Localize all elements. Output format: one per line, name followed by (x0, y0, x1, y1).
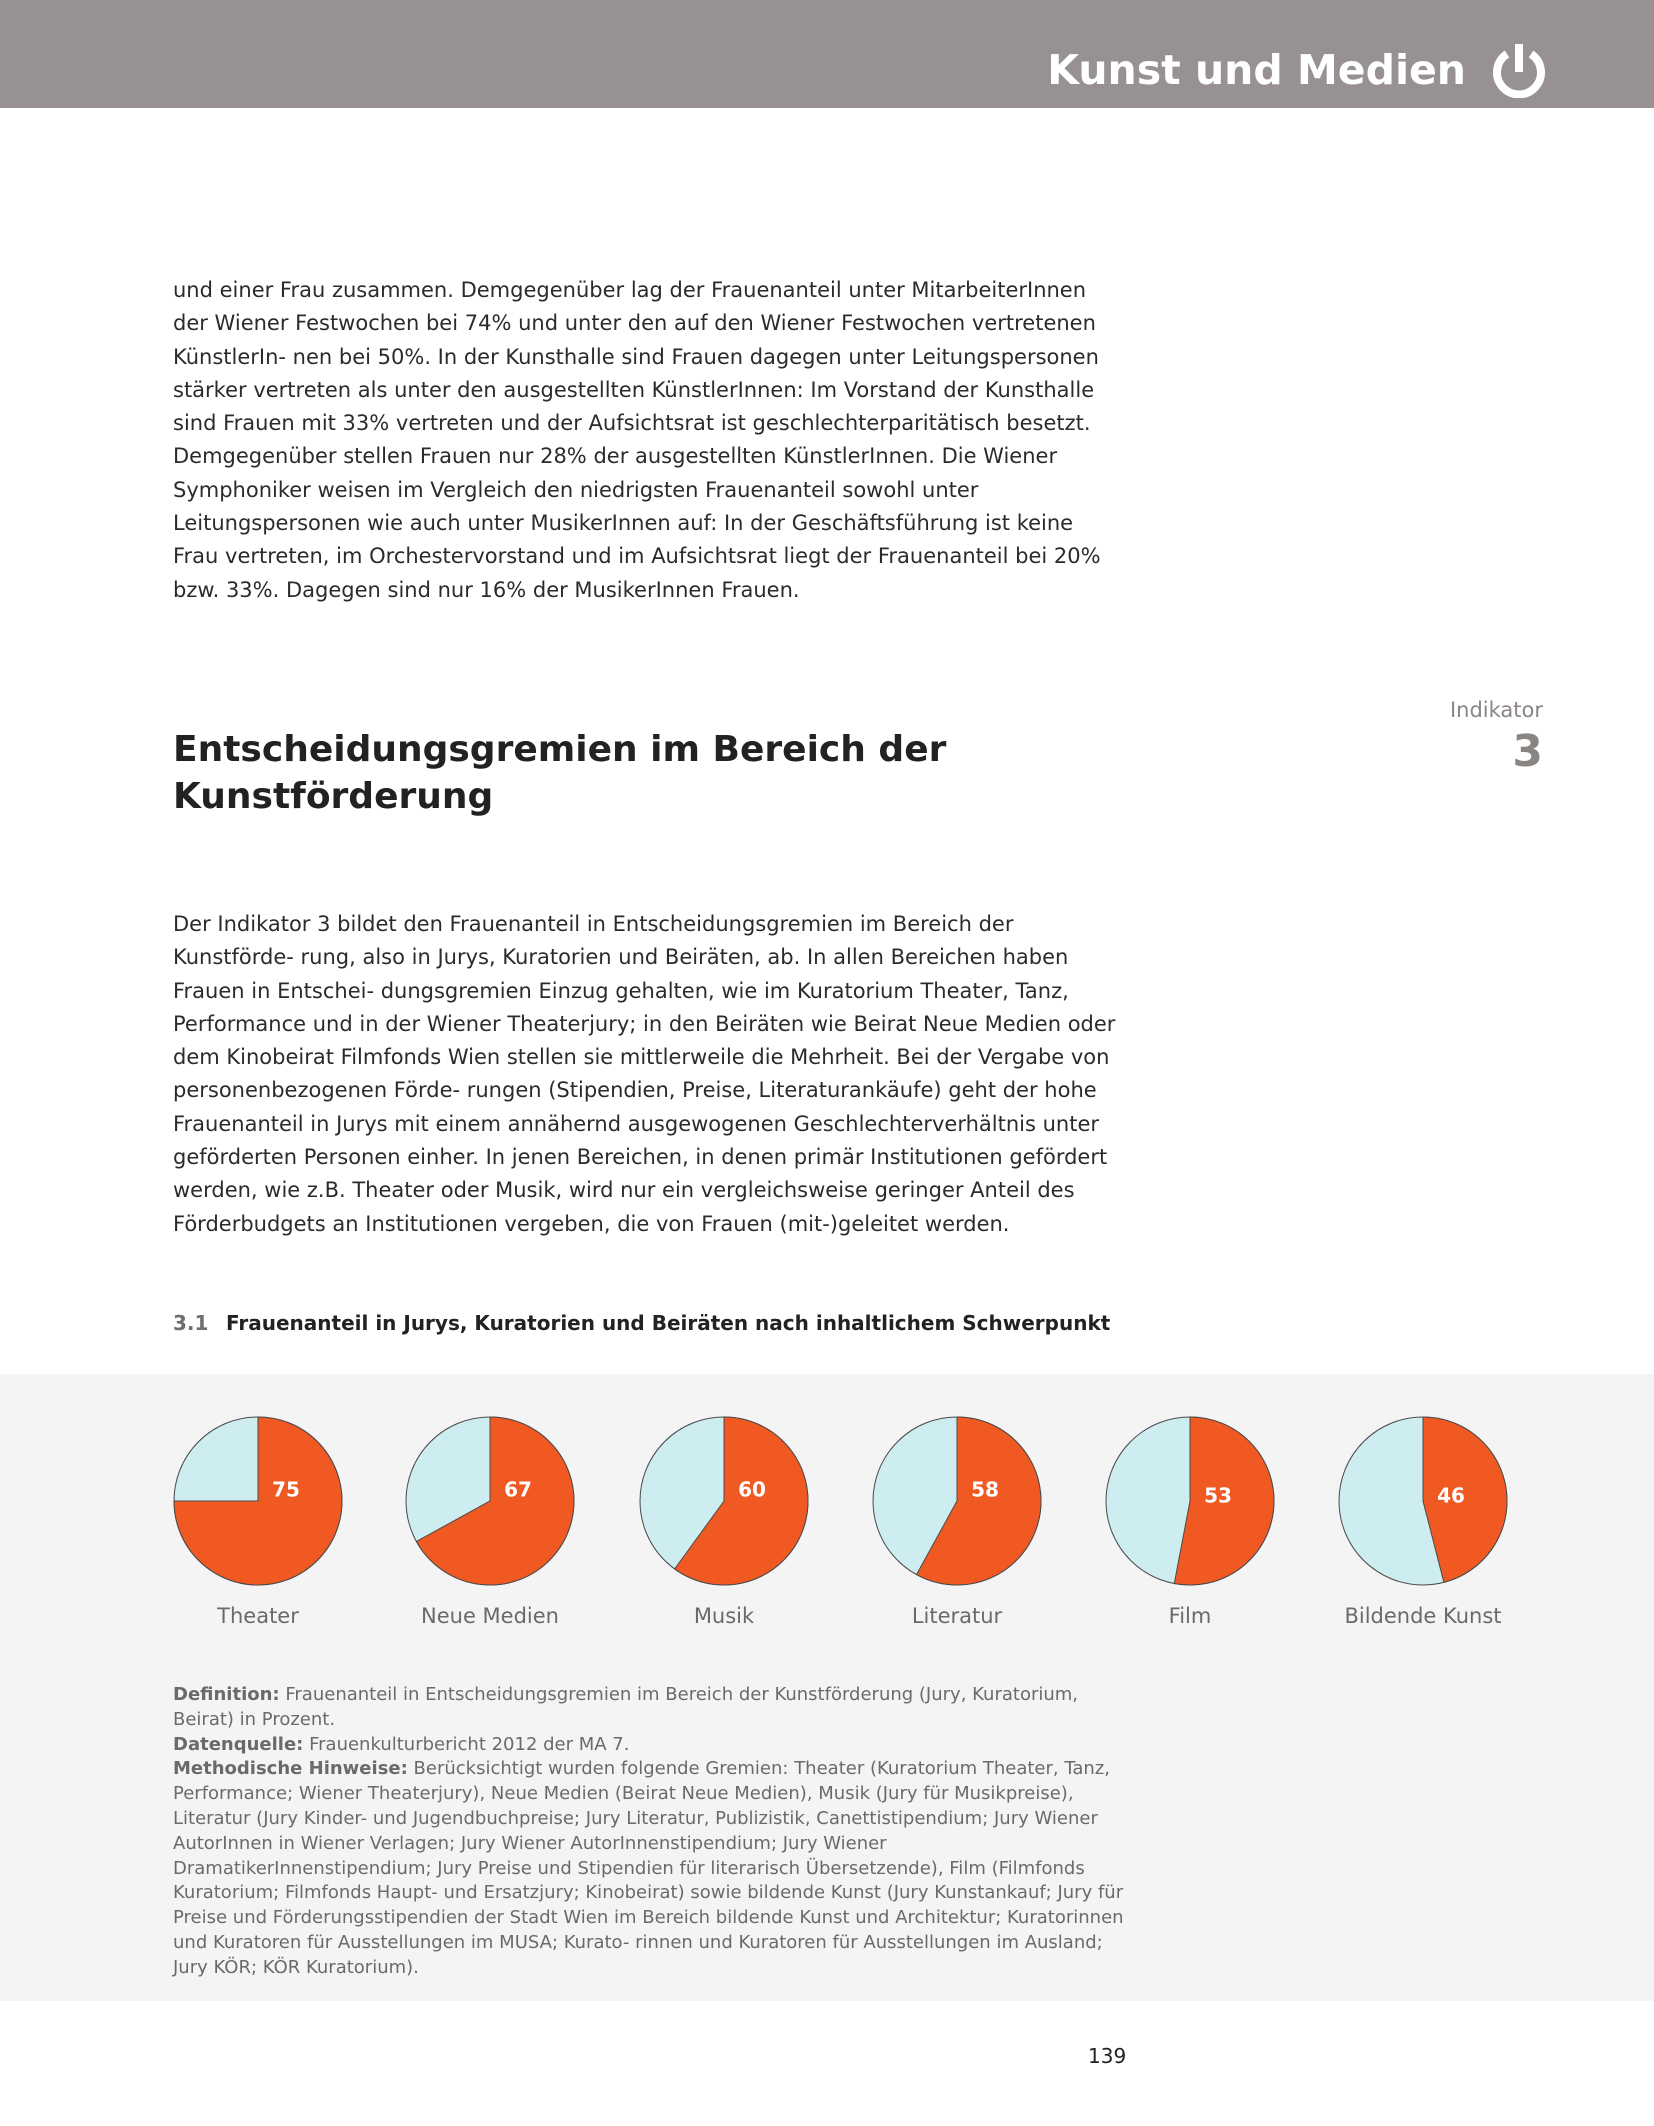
section-header-title: Kunst und Medien (1047, 46, 1466, 94)
indikator-number: 3 (1512, 726, 1543, 777)
data-label-literatur: 58 (971, 1477, 999, 1502)
category-label-neue-medien: Neue Medien (421, 1604, 559, 1628)
source-note (173, 1733, 1133, 1758)
category-label-literatur: Literatur (911, 1604, 1003, 1628)
source-label: Datenquelle: (173, 1733, 304, 1755)
source-text: Frauenkulturbericht 2012 der MA 7. (303, 1733, 630, 1755)
data-label-theater: 75 (272, 1477, 300, 1502)
method-note (173, 1757, 1133, 1980)
data-label-musik: 60 (738, 1477, 766, 1502)
definition-text: Frauenanteil in Entscheidungsgremien im Bereich der Kunstförderung (Jury, Kuratorium, Beirat) in Prozent. (173, 1684, 1079, 1730)
definition-note (173, 1683, 1133, 1733)
pie-charts (0, 1374, 1654, 1674)
definition-label: Definition: (173, 1684, 280, 1705)
data-label-film: 53 (1204, 1483, 1232, 1508)
indikator-label: Indikator (1449, 698, 1543, 722)
method-text: Berücksichtigt wurden folgende Gremien: Theater (Kuratorium Theater, Tanz, Performance; Wiener Theaterjury), Neue Medien (Beirat Neue Medien), Musik (Jury für Musikpreise), Literatur (Jury Kinder- und Jugendbuchpreise; Jury Literatur, Publizistik, Canettistipendium; Jury Wiener AutorInnen in Wiener Verlagen; Jury Wiener AutorInnenstipendium; Jury Wiener DramatikerInnenstipendium; Jury Preise und Stipendien für literarisch Übersetzende), Film (Filmfonds Kuratorium; Filmfonds Haupt- und Ersatzjury; Kinobeirat) sowie bildende Kunst (Jury Kunstankauf; Jury für Preise und Förderungsstipendien der Stadt Wien im Bereich bildende Kunst und Architektur; Kuratorinnen und Kuratoren für Ausstellungen im MUSA; Kurato- rinnen und Kuratoren für Ausstellungen im Ausland; Jury KÖR; KÖR Kuratorium). (173, 1758, 1124, 1978)
page-number: 139 (1088, 2044, 1127, 2068)
intro-paragraph: und einer Frau zusammen. Demgegenüber lag der Frauenanteil unter MitarbeiterInnen der Wiener Festwochen bei 74% und unter den auf den Wiener Festwochen vertretenen KünstlerIn- nen bei 50%. In der Kunsthalle sind Frauen dagegen unter Leitungspersonen stärker vertreten als unter den ausgestellten KünstlerInnen: Im Vorstand der Kunsthalle sind Frauen mit 33% vertreten und der Aufsichtsrat ist geschlechterparitätisch besetzt. Demgegenüber stellen Frauen nur 28% der ausgestellten KünstlerInnen. Die Wiener Symphoniker weisen im Vergleich den niedrigsten Frauenanteil sowohl unter Leitungspersonen wie auch unter MusikerInnen auf: In der Geschäftsführung ist keine Frau vertreten, im Orchestervorstand und im Aufsichtsrat liegt der Frauenanteil bei 20% bzw. 33%. Dagegen sind nur 16% der MusikerInnen Frauen. (173, 278, 1101, 602)
page-header (0, 0, 1654, 108)
chart-caption-number: 3.1 (173, 1311, 209, 1335)
power-icon (1491, 38, 1547, 98)
chart-notes (173, 1683, 1133, 1981)
category-label-musik: Musik (693, 1604, 755, 1628)
chart-caption (173, 1311, 1110, 1335)
method-label: Methodische Hinweise: (173, 1758, 408, 1780)
indicator-description: Der Indikator 3 bildet den Frauenanteil in Entscheidungsgremien im Bereich der Kunstförde- rung, also in Jurys, Kuratorien und Beiräten, ab. In allen Bereichen haben Frauen in Entschei- dungsgremien Einzug gehalten, wie im Kuratorium Theater, Tanz, Performance und in der Wiener Theaterjury; in den Beiräten wie Beirat Neue Medien oder dem Kinobeirat Filmfonds Wien stellen sie mittlerweile die Mehrheit. Bei der Vergabe von personenbezogenen Förde- rungen (Stipendien, Preise, Literaturankäufe) geht der hohe Frauenanteil in Jurys mit einem annähernd ausgewogenen Geschlechterverhältnis unter geförderten Personen einher. In jenen Bereichen, in denen primär Institutionen gefördert werden, wie z.B. Theater oder Musik, wird nur ein vergleichsweise geringer Anteil des Förderbudgets an Institutionen vergeben, die von Frauen (mit-)geleitet werden. (173, 912, 1116, 1236)
category-label-theater: Theater (217, 1604, 299, 1628)
section-title: Entscheidungsgremien im Bereich der Kunstförderung (173, 729, 947, 817)
chart-caption-title: Frauenanteil in Jurys, Kuratorien und Beiräten nach inhaltlichem Schwerpunkt (226, 1311, 1111, 1335)
data-label-neue-medien: 67 (504, 1477, 532, 1502)
chart-panel (0, 1374, 1654, 2001)
data-label-bildende-kunst: 46 (1437, 1483, 1465, 1508)
category-label-bildende-kunst: Bildende Kunst (1344, 1604, 1502, 1628)
category-label-film: Film (1168, 1604, 1212, 1628)
